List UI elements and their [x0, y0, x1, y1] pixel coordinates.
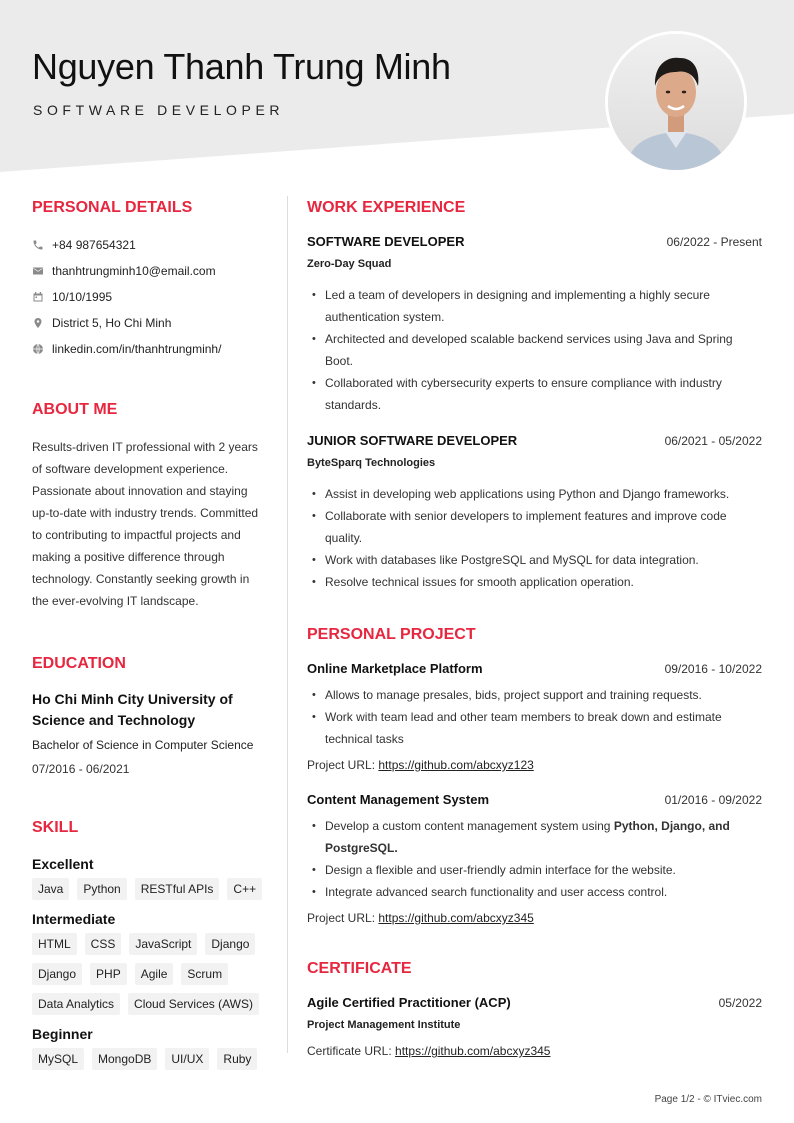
- skill-chip: Python: [77, 878, 126, 900]
- bullet-item: • Work with databases like PostgreSQL and MySQL for data integration.: [307, 549, 762, 571]
- work-experience-title: WORK EXPERIENCE: [307, 199, 466, 216]
- certificate-url-line: [307, 1044, 762, 1058]
- bullet-item: • Design a flexible and user-friendly admin interface for the website.: [307, 859, 762, 881]
- skill-level-label: Excellent: [32, 856, 94, 872]
- project-entry: [307, 661, 762, 772]
- project-url-link[interactable]: https://github.com/abcxyz345: [378, 911, 534, 925]
- skill-chip: PHP: [90, 963, 127, 985]
- contact-list: [32, 232, 264, 362]
- skill-chip: RESTful APIs: [135, 878, 220, 900]
- skill-level-label: Beginner: [32, 1026, 93, 1042]
- certificate-url-label: Certificate URL:: [307, 1044, 392, 1058]
- bullet-bold-text: Python, Django, and PostgreSQL.: [325, 819, 730, 855]
- job-bullets: [307, 284, 762, 416]
- job-company: Zero-Day Squad: [307, 258, 392, 270]
- calendar-icon: [32, 291, 52, 303]
- education-dates: 07/2016 - 06/2021: [32, 762, 130, 776]
- about-text: Results-driven IT professional with 2 years of software development experience. Passionate about innovation and staying up-to-date with industry trends. Committed to contributing to impactful projects and making a positive difference through technology. Constantly seeking growth in the ever-evolving IT landscape.: [32, 440, 259, 608]
- bullet-item: • Work with team lead and other team members to break down and estimate technical tasks: [307, 706, 762, 750]
- mail-icon: [32, 265, 52, 277]
- bullet-item: [307, 815, 762, 859]
- project-url-line: [307, 758, 762, 772]
- project-date: 09/2016 - 10/2022: [664, 662, 762, 676]
- skill-chip: HTML: [32, 933, 77, 955]
- project-url-label: Project URL:: [307, 758, 376, 772]
- skill-chip: Agile: [135, 963, 174, 985]
- personal-details-section: [32, 198, 264, 362]
- skill-chip: Data Analytics: [32, 993, 120, 1015]
- bullet-item: • Assist in developing web applications using Python and Django frameworks.: [307, 483, 762, 505]
- birthday-value: 10/10/1995: [52, 290, 113, 304]
- candidate-name: Nguyen Thanh Trung Minh: [32, 46, 451, 87]
- skill-chip: JavaScript: [129, 933, 197, 955]
- project-bullets: [307, 815, 762, 903]
- contact-birthday: [32, 284, 264, 310]
- skill-chip-list: [32, 933, 264, 1015]
- globe-icon: [32, 343, 52, 355]
- email-value: thanhtrungminh10@email.com: [52, 264, 216, 278]
- skill-chip: Ruby: [217, 1048, 257, 1070]
- personal-project-section: [307, 625, 762, 925]
- skill-title: SKILL: [32, 819, 79, 836]
- project-bullets: [307, 684, 762, 750]
- job-company: ByteSparq Technologies: [307, 457, 436, 469]
- column-divider: [287, 196, 288, 1053]
- contact-address: [32, 310, 264, 336]
- bullet-item: • Allows to manage presales, bids, project support and training requests.: [307, 684, 762, 706]
- about-title: ABOUT ME: [32, 401, 118, 418]
- project-url-line: [307, 911, 762, 925]
- contact-phone: [32, 232, 264, 258]
- education-title: EDUCATION: [32, 655, 126, 672]
- certificate-date: 05/2022: [718, 996, 762, 1010]
- certificate-title: CERTIFICATE: [307, 960, 412, 977]
- certificate-issuer: Project Management Institute: [307, 1019, 461, 1031]
- linkedin-link[interactable]: linkedin.com/in/thanhtrungminh/: [52, 342, 222, 356]
- job-title: JUNIOR SOFTWARE DEVELOPER: [307, 433, 518, 448]
- contact-linkedin: [32, 336, 264, 362]
- bullet-item: • Architected and developed scalable backend services using Java and Spring Boot.: [307, 328, 762, 372]
- phone-value: +84 987654321: [52, 238, 136, 252]
- skill-section: [32, 818, 264, 1070]
- skill-chip-list: [32, 1048, 264, 1070]
- skill-chip: UI/UX: [165, 1048, 209, 1070]
- personal-details-title: PERSONAL DETAILS: [32, 199, 193, 216]
- skill-chip: Scrum: [181, 963, 228, 985]
- address-value: District 5, Ho Chi Minh: [52, 316, 172, 330]
- phone-icon: [32, 239, 52, 251]
- bullet-item: • Integrate advanced search functionality and user access control.: [307, 881, 762, 903]
- bullet-item: • Resolve technical issues for smooth application operation.: [307, 571, 762, 593]
- skill-level-label: Intermediate: [32, 911, 116, 927]
- job-entry: [307, 234, 762, 416]
- right-column: [307, 198, 762, 1058]
- skill-chip: Java: [32, 878, 69, 900]
- certificate-name: Agile Certified Practitioner (ACP): [307, 995, 511, 1010]
- bullet-item: • Collaborate with senior developers to implement features and improve code quality.: [307, 505, 762, 549]
- skill-group-beginner: [32, 1026, 264, 1070]
- bullet-item: • Collaborated with cybersecurity experts to ensure compliance with industry standards.: [307, 372, 762, 416]
- education-school: Ho Chi Minh City University of Science and Technology: [32, 691, 233, 728]
- skill-chip-list: [32, 878, 264, 900]
- skill-chip: C++: [227, 878, 262, 900]
- project-title: Online Marketplace Platform: [307, 661, 483, 676]
- location-pin-icon: [32, 317, 52, 329]
- personal-project-title: PERSONAL PROJECT: [307, 626, 476, 643]
- work-experience-section: [307, 198, 762, 593]
- certificate-entry: [307, 995, 762, 1058]
- certificate-url-link[interactable]: https://github.com/abcxyz345: [395, 1044, 551, 1058]
- skill-chip: MongoDB: [92, 1048, 157, 1070]
- skill-group-intermediate: [32, 911, 264, 1015]
- left-column: [32, 198, 264, 1070]
- job-entry: [307, 433, 762, 593]
- certificate-section: [307, 959, 762, 1058]
- avatar: [605, 31, 747, 173]
- project-url-link[interactable]: https://github.com/abcxyz123: [378, 758, 534, 772]
- education-degree: Bachelor of Science in Computer Science: [32, 738, 254, 752]
- contact-email: [32, 258, 264, 284]
- skill-chip: Cloud Services (AWS): [128, 993, 259, 1015]
- about-section: [32, 400, 264, 612]
- job-title: SOFTWARE DEVELOPER: [307, 234, 465, 249]
- job-date: 06/2021 - 05/2022: [664, 434, 762, 448]
- skill-group-excellent: [32, 856, 264, 900]
- skill-chip: Django: [205, 933, 255, 955]
- project-entry: [307, 792, 762, 925]
- skill-chip: Django: [32, 963, 82, 985]
- project-url-label: Project URL:: [307, 911, 376, 925]
- education-section: [32, 654, 264, 776]
- job-date: 06/2022 - Present: [666, 235, 762, 249]
- page-footer: Page 1/2 - © ITviec.com: [654, 1094, 762, 1105]
- project-date: 01/2016 - 09/2022: [664, 793, 762, 807]
- project-title: Content Management System: [307, 792, 490, 807]
- bullet-item: • Led a team of developers in designing and implementing a highly secure authentication system.: [307, 284, 762, 328]
- skill-chip: MySQL: [32, 1048, 84, 1070]
- bullet-text: Develop a custom content management system using: [325, 819, 614, 833]
- job-bullets: [307, 483, 762, 593]
- candidate-role: SOFTWARE DEVELOPER: [33, 102, 285, 118]
- skill-chip: CSS: [85, 933, 122, 955]
